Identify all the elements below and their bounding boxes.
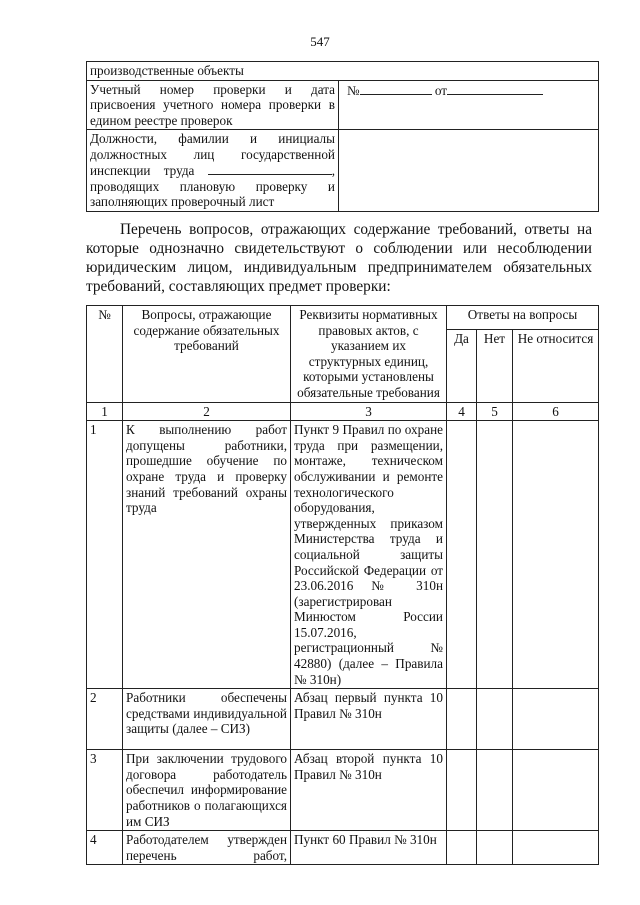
answer-yes-cell[interactable] [447,689,477,750]
answer-no-cell[interactable] [477,831,513,865]
header-row-1 [87,306,599,330]
number-sign: № [347,82,360,98]
answer-na-cell[interactable] [513,750,599,831]
col-number: 3 [291,402,447,421]
header-requisites: Реквизиты нормативных правовых актов, с указанием их структурных единиц, которыми установлены обязательные требования [291,306,447,403]
col-number: 2 [123,402,291,421]
inspectors-label: Должности, фамилии и инициалы должностных лиц государственной инспекции труда , проводящих плановую проверку и заполняющих проверочный лист [87,130,339,212]
page-number: 547 [310,34,330,49]
row-requisite: Пункт 9 Правил по охране труда при размещении, монтаже, техническом обслуживании и ремонте технологического оборудования, утвержденных приказом Министерства труда и социальной защиты Российской Федерации от 23.06.2016 № 310н (зарегистрирован Минюстом России 15.07.2016, регистрационный № 42880) (далее – Правила № 310н) [291,421,447,689]
checklist-intro-text: Перечень вопросов, отражающих содержание требований, ответы на которые однозначно свидетельствуют о соблюдении или несоблюдении юридическим лицом, индивидуальным предпринимателем обязательных требований, составляющих предмет проверки: [86,221,592,295]
row-question: Работники обеспечены средствами индивидуальной защиты (далее – СИЗ) [123,689,291,750]
row-requisite: Пункт 60 Правил № 310н [291,831,447,865]
row-num: 3 [87,750,123,831]
row-question: При заключении трудового договора работодатель обеспечил информирование работников о полагающихся им СИЗ [123,750,291,831]
answer-yes-cell[interactable] [447,831,477,865]
registration-number-label: Учетный номер проверки и дата присвоения учетного номера проверки в едином реестре проверок [87,80,339,130]
row-num: 2 [87,689,123,750]
col-number: 1 [87,402,123,421]
answer-yes-cell[interactable] [447,750,477,831]
table-row [87,750,599,831]
info-row-registration [87,80,599,130]
info-row-objects [87,62,599,81]
table-row [87,689,599,750]
row-requisite: Абзац второй пункта 10 Правил № 310н [291,750,447,831]
row-question: К выполнению работ допущены работники, прошедшие обучение по охране труда и проверку знаний требований охраны труда [123,421,291,689]
checklist-table [86,305,599,865]
table-row [87,421,599,689]
answer-na-cell[interactable] [513,831,599,865]
answer-na-cell[interactable] [513,421,599,689]
answer-no-cell[interactable] [477,689,513,750]
registration-number-field [339,80,599,130]
header-questions: Вопросы, отражающие содержание обязательных требований [123,306,291,403]
row-question: Работодателем утвержден перечень работ, [123,831,291,865]
inspectors-value [339,130,599,212]
number-blank [360,82,432,95]
answer-no-cell[interactable] [477,750,513,831]
header-no: Нет [477,329,513,402]
inspectors-blank [208,162,332,175]
inspectors-label-main: Должности, фамилии и инициалы должностных лиц государственной инспекции труда [90,131,335,178]
inspectors-label-tail: проводящих плановую проверку и заполняющих проверочный лист [90,178,335,209]
col-number: 4 [447,402,477,421]
row-requisite: Абзац первый пункта 10 Правил № 310н [291,689,447,750]
answer-no-cell[interactable] [477,421,513,689]
from-label: от [434,82,448,98]
column-numbers-row [87,402,599,421]
header-not-applicable: Не относится [513,329,599,402]
answer-yes-cell[interactable] [447,421,477,689]
row-num: 1 [87,421,123,689]
table-row [87,831,599,865]
header-yes: Да [447,329,477,402]
col-number: 5 [477,402,513,421]
col-number: 6 [513,402,599,421]
header-num: № [87,306,123,403]
row-num: 4 [87,831,123,865]
production-objects-label: производственные объекты [87,62,599,81]
date-blank [447,82,543,95]
header-answers: Ответы на вопросы [447,306,599,330]
info-row-inspectors [87,130,599,212]
answer-na-cell[interactable] [513,689,599,750]
inspection-info-table [86,61,599,212]
